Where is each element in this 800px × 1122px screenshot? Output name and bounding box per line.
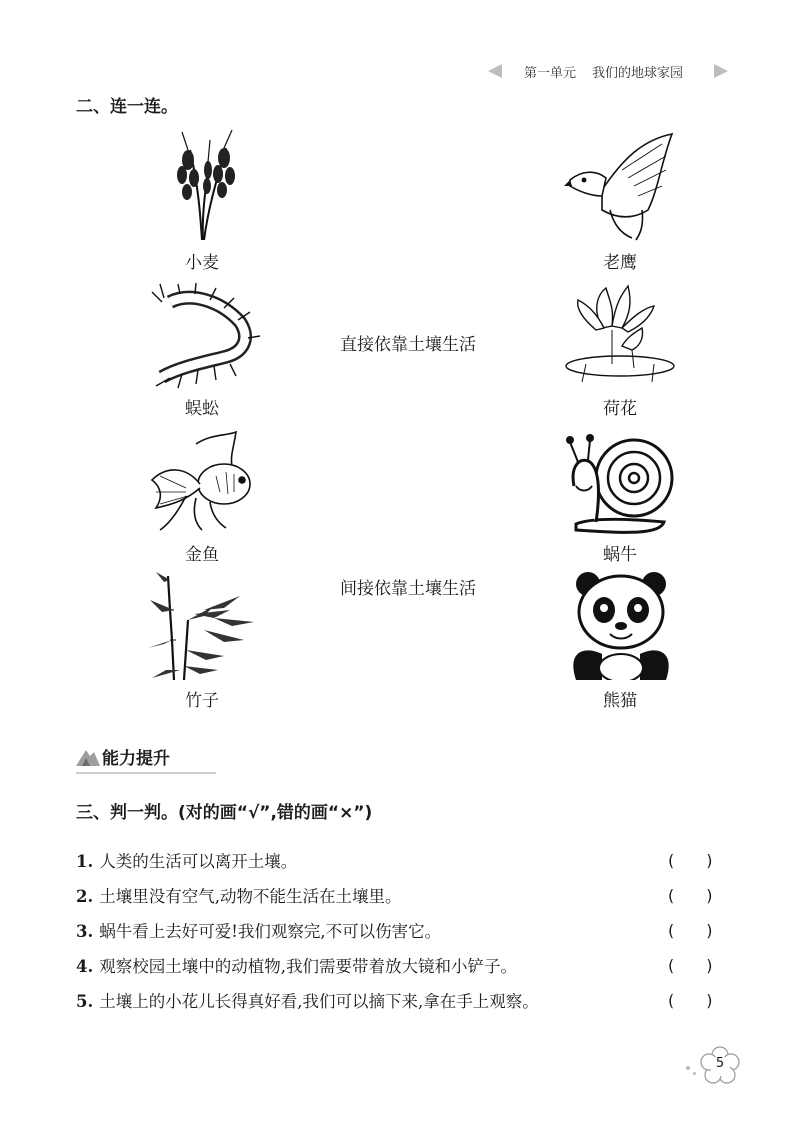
section3-title: 三、判一判。(对的画“√”,错的画“×”) (76, 803, 373, 823)
question-number: 3. (76, 922, 94, 941)
header-left-triangle (488, 64, 502, 78)
right-item-lotus: 荷花 (603, 399, 637, 419)
centipede-image (150, 282, 262, 392)
question-text: 土壤里没有空气,动物不能生活在土壤里。 (99, 887, 402, 906)
question-5 (76, 988, 539, 1012)
wheat-image (160, 130, 250, 242)
ability-underline (76, 772, 216, 774)
middle-option-direct: 直接依靠土壤生活 (340, 335, 476, 355)
right-item-eagle: 老鹰 (603, 253, 637, 273)
lotus-image (562, 278, 678, 390)
header-title: 我们的地球家园 (592, 66, 684, 81)
answer-blank-2[interactable]: ( ) (668, 886, 713, 905)
header-unit: 第一单元 (524, 66, 577, 81)
eagle-image (562, 130, 676, 242)
running-header (488, 60, 728, 82)
bamboo-image (144, 570, 260, 682)
right-item-snail: 蜗牛 (603, 545, 637, 565)
left-item-goldfish: 金鱼 (185, 545, 219, 565)
question-text: 蜗牛看上去好可爱!我们观察完,不可以伤害它。 (99, 922, 442, 941)
left-item-wheat: 小麦 (185, 253, 219, 273)
decor-dot (686, 1066, 690, 1070)
right-item-panda: 熊猫 (603, 691, 637, 711)
question-number: 4. (76, 957, 94, 976)
question-text: 观察校园土壤中的动植物,我们需要带着放大镜和小铲子。 (99, 957, 517, 976)
left-item-bamboo: 竹子 (185, 691, 219, 711)
header-text (524, 62, 683, 81)
answer-blank-1[interactable]: ( ) (668, 851, 713, 870)
question-number: 2. (76, 887, 94, 906)
answer-blank-5[interactable]: ( ) (668, 991, 713, 1010)
mountain-icon (76, 746, 100, 768)
middle-option-indirect: 间接依靠土壤生活 (340, 579, 476, 599)
section2-title: 二、连一连。 (76, 97, 178, 117)
question-2 (76, 883, 401, 907)
question-1 (76, 848, 297, 872)
question-text: 土壤上的小花儿长得真好看,我们可以摘下来,拿在手上观察。 (99, 992, 539, 1011)
header-right-triangle (714, 64, 728, 78)
ability-title: 能力提升 (102, 749, 170, 769)
goldfish-image (146, 426, 258, 532)
question-number: 5. (76, 992, 94, 1011)
left-item-centipede: 蜈蚣 (185, 399, 219, 419)
question-4 (76, 953, 517, 977)
answer-blank-3[interactable]: ( ) (668, 921, 713, 940)
page-number: 5 (715, 1056, 725, 1071)
question-text: 人类的生活可以离开土壤。 (99, 852, 298, 871)
decor-dot (693, 1072, 696, 1075)
question-number: 1. (76, 852, 94, 871)
panda-image (566, 570, 676, 680)
answer-blank-4[interactable]: ( ) (668, 956, 713, 975)
page-number-badge (700, 1046, 740, 1086)
snail-image (560, 426, 676, 538)
question-3 (76, 918, 441, 942)
